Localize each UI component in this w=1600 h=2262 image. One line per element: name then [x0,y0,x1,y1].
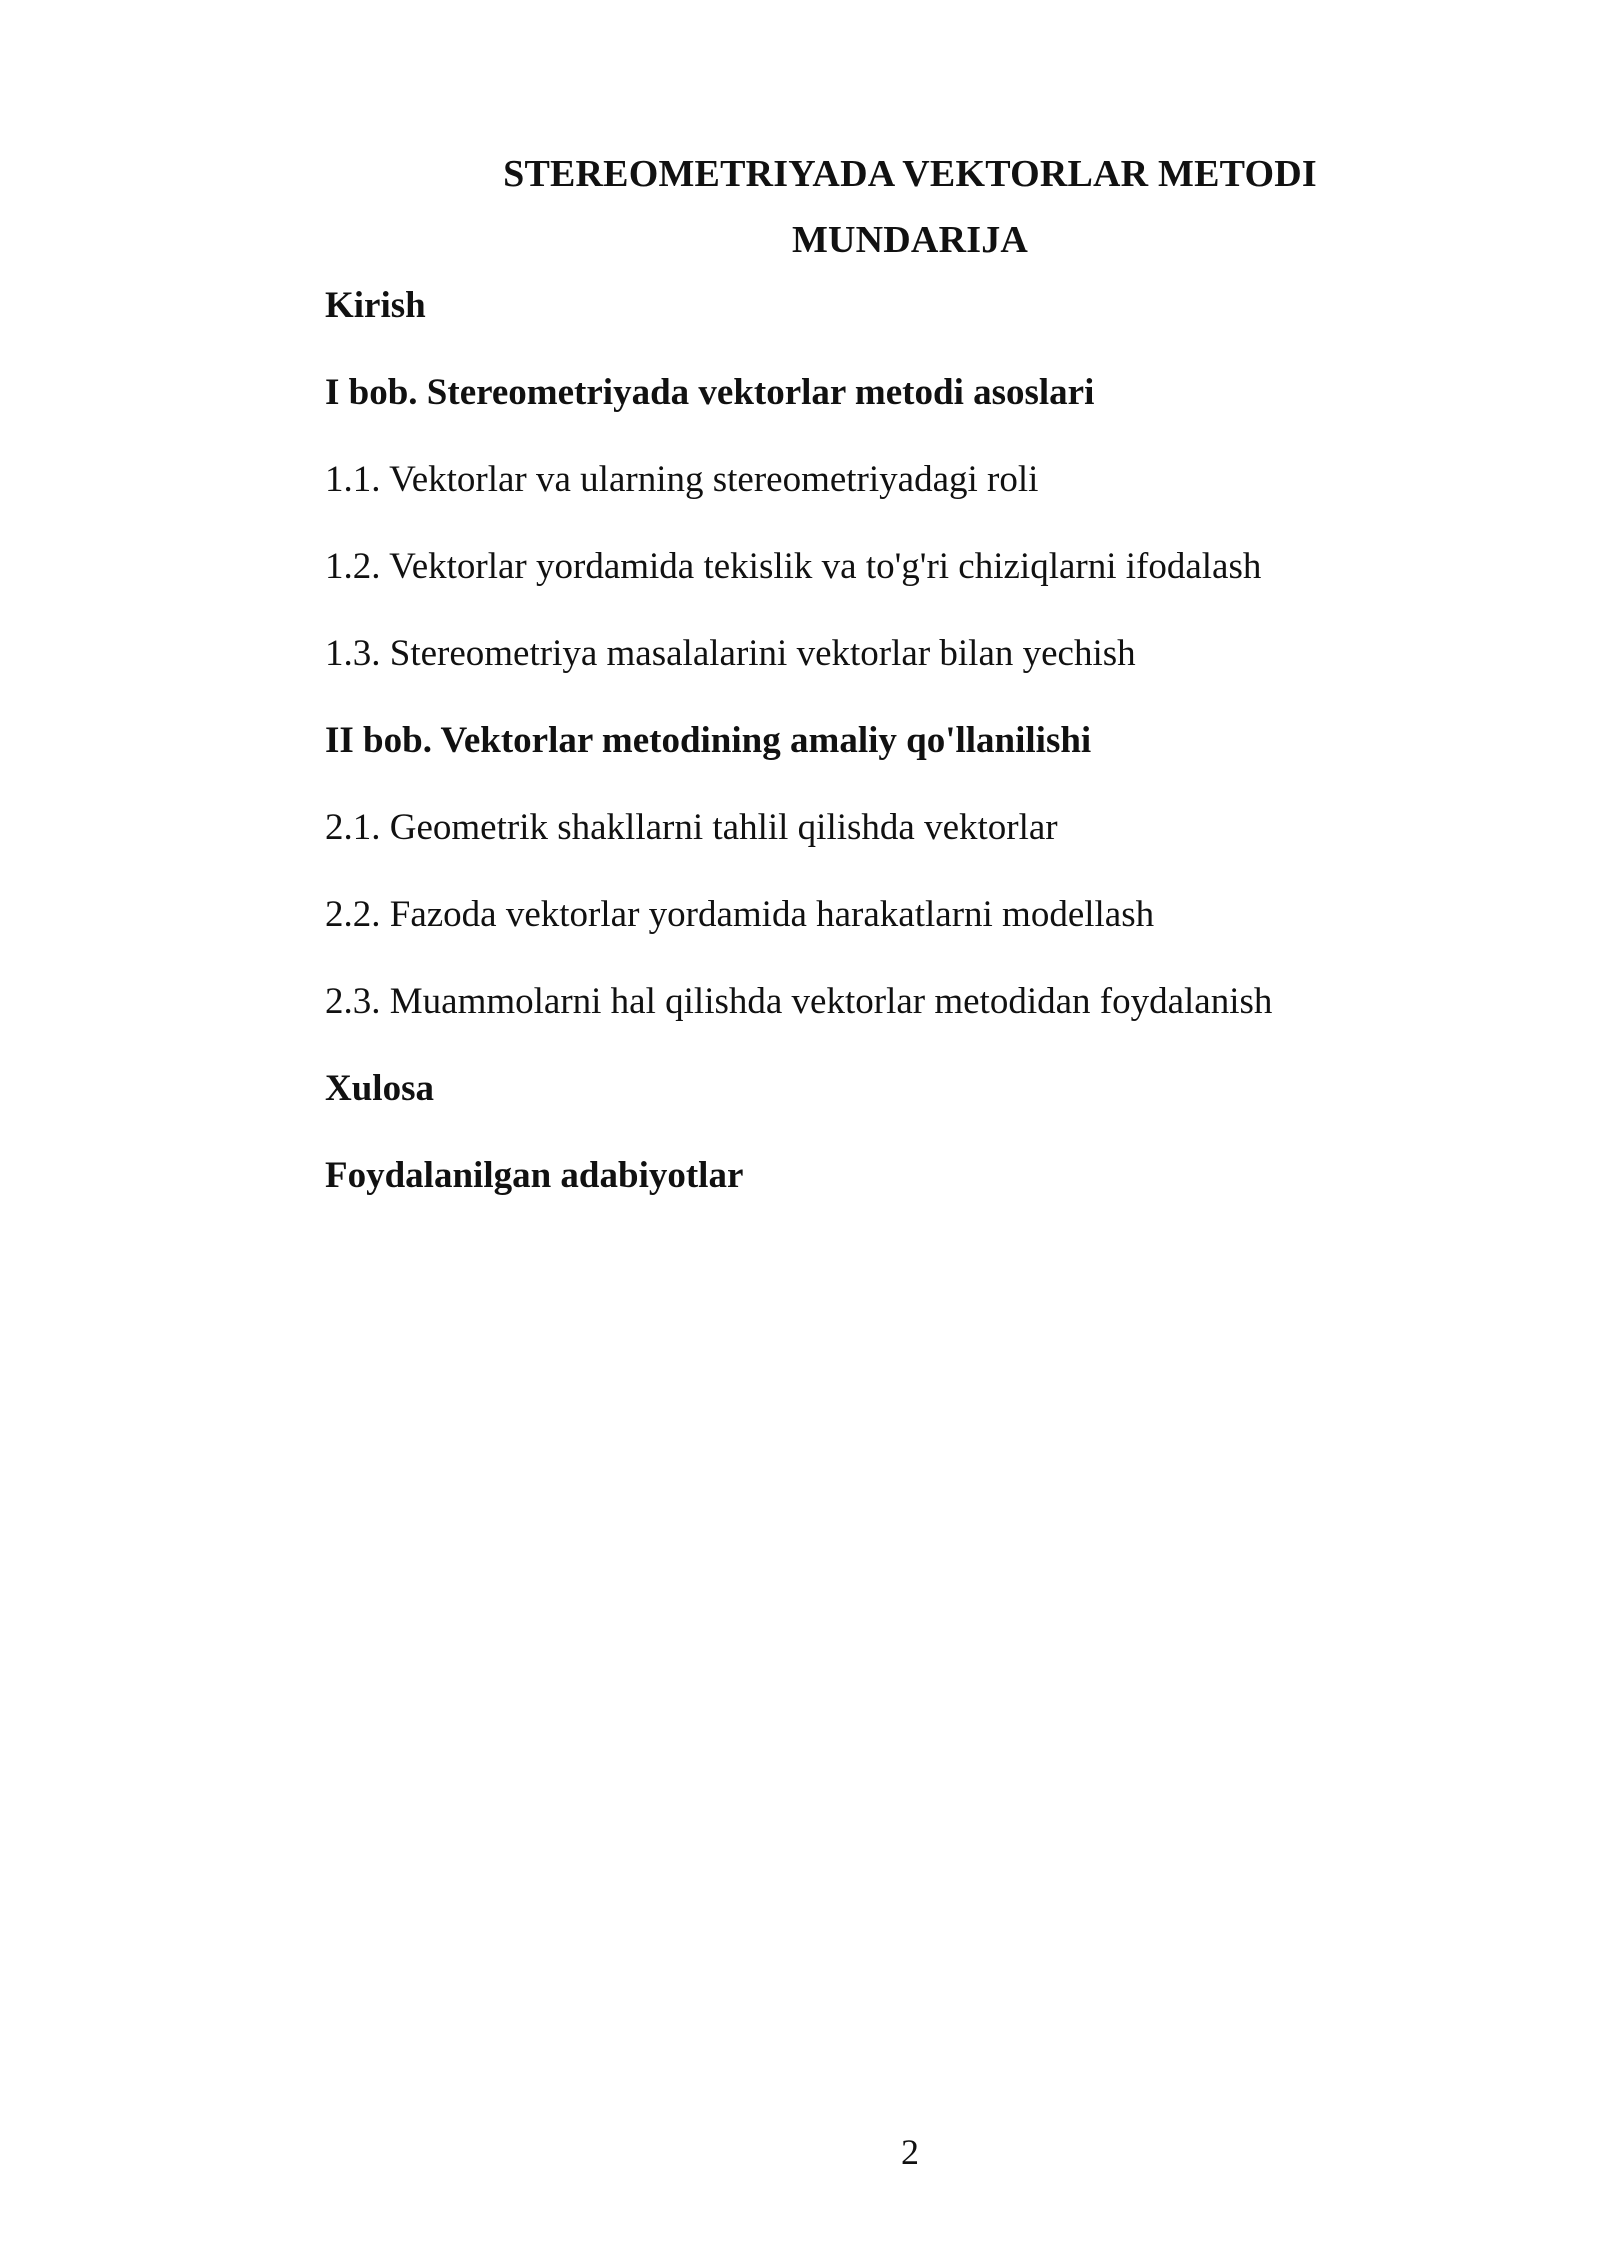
document-title: STEREOMETRIYADA VEKTORLAR METODI [503,153,1317,195]
toc-entry-introduction: Kirish [325,285,426,326]
toc-entry-references: Foydalanilgan adabiyotlar [325,1155,744,1196]
toc-entry-section-1-3: 1.3. Stereometriya masalalarini vektorlar bilan yechish [325,633,1136,674]
toc-entry-conclusion: Xulosa [325,1068,434,1109]
toc-entry-section-1-1: 1.1. Vektorlar va ularning stereometriyadagi roli [325,459,1039,500]
page-number: 2 [901,2132,919,2172]
toc-entry-chapter-1: I bob. Stereometriyada vektorlar metodi asoslari [325,372,1095,413]
toc-entry-section-1-2: 1.2. Vektorlar yordamida tekislik va to'g'ri chiziqlarni ifodalash [325,546,1262,587]
toc-heading: MUNDARIJA [791,219,1029,261]
toc-entry-section-2-2: 2.2. Fazoda vektorlar yordamida harakatlarni modellash [325,894,1155,935]
toc-entry-section-2-3: 2.3. Muammolarni hal qilishda vektorlar metodidan foydalanish [325,981,1273,1022]
toc-entry-chapter-2: II bob. Vektorlar metodining amaliy qo'llanilishi [325,720,1092,761]
toc-entry-section-2-1: 2.1. Geometrik shakllarni tahlil qilishda vektorlar [325,807,1058,848]
